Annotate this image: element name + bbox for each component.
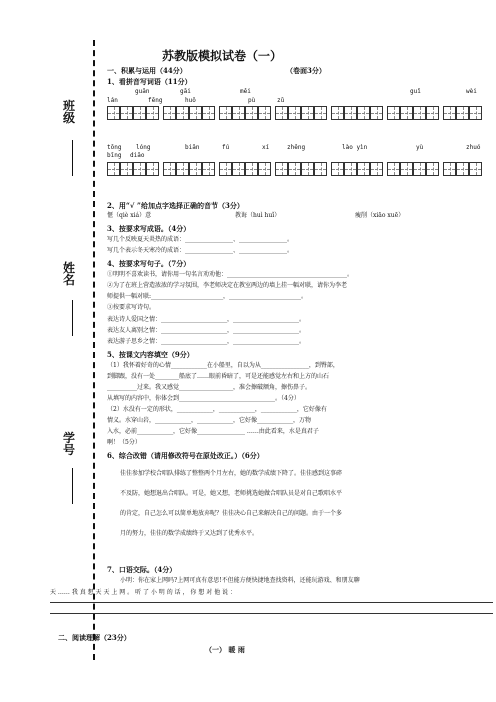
- q5-line: __________过来。我又感觉__________________，准会擦破额角，擦伤鼻子。: [107, 384, 312, 391]
- section-1-note: （卷面3分）: [286, 66, 326, 75]
- q5-heading: 5、按课文内容填空（9分）: [107, 350, 194, 359]
- q4-line: 师提供一幅对联:________________________，________________________。: [107, 293, 308, 300]
- q6-paragraph-line: 月的努力，佳佳的数学成绩终于又达到了优秀水平。: [120, 530, 259, 537]
- pinyin: lán: [107, 97, 118, 104]
- pinyin: huǒ: [185, 97, 196, 104]
- pinyin: lào yìn: [342, 144, 368, 151]
- pinyin: bīng: [107, 152, 122, 159]
- pinyin: gāi: [180, 88, 191, 95]
- q6-paragraph-line: 不及防，她想退出合唱队。可是，她又想，老师挑选她做合唱队员是对自己歌唱水平: [120, 490, 343, 497]
- pinyin: fú: [222, 144, 230, 151]
- q4-line: 表达诗人爱国之情：______________________，______________________。: [107, 316, 306, 323]
- q3-line: 写几个反映夏天炎热的成语：________________、________________。: [107, 236, 294, 243]
- binding-dashed-line: [93, 40, 95, 660]
- section-1-heading: 一、积累与运用（44分）: [107, 66, 187, 75]
- page-title: 苏教版模拟试卷（一）: [162, 49, 283, 63]
- writing-grid-row-1: [107, 106, 482, 120]
- q5-line: 啊！（5分）: [107, 439, 141, 446]
- q2-item: 惬（qiè xiá）意: [107, 212, 152, 219]
- q6-paragraph-line: 佳佳参加学校合唱队排练了整整两个月左右，她的数学成绩下降了。佳佳感到这事碎: [120, 470, 343, 477]
- name-label: 姓名: [62, 261, 75, 287]
- answer-line: [50, 602, 493, 603]
- pinyin: lóng: [136, 144, 151, 151]
- q6-paragraph-line: 的肯定，自己怎么可以简单地放弃呢？佳佳决心自己来解决自己的问题。由于一个多: [120, 510, 343, 517]
- pinyin: wèi: [466, 88, 477, 95]
- q4-line: 表达友人离别之情：______________________，______________________。: [107, 327, 306, 334]
- q4-heading: 4、按要求写句子。（7分）: [107, 259, 191, 268]
- number-label: 学号: [62, 431, 75, 457]
- reading-passage-title: （一） 暖 雨: [205, 645, 245, 654]
- pinyin: yù: [416, 144, 424, 151]
- pinyin: tōng: [107, 144, 122, 151]
- number-blank-line: [72, 468, 73, 504]
- q4-line: 表达游子思乡之情：______________________，______________________。: [107, 338, 306, 345]
- pinyin: guǐ: [410, 88, 421, 95]
- q7-line: 天 …… 我 真 想 天 天 上 网 。 听 了 小 明 的 话 ， 你 想 对 他 说 ：: [50, 589, 236, 596]
- q3-heading: 3、按要求写成语。（4分）: [107, 224, 191, 233]
- q2-item: 瘦削（xiāo xuē）: [355, 212, 405, 219]
- q5-line: 情义。水穿山岩，____________，____________，它好像____________，万物: [107, 417, 312, 424]
- q7-line: 小明：你在家上网吗?上网可真有意思!不但能方便快捷地查找资料，还能玩游戏、和朋友聊: [120, 577, 360, 584]
- pinyin: pù: [248, 97, 256, 104]
- q3-line: 写几个表示冬天寒冷的成语：________________、________________。: [107, 247, 294, 254]
- section-2-heading: 二、阅读理解（23分）: [58, 633, 131, 642]
- name-blank-line: [72, 300, 73, 336]
- pinyin: guān: [135, 88, 150, 95]
- writing-grid-row-2: [107, 162, 482, 176]
- pinyin: fēng: [148, 97, 163, 104]
- pinyin: biān: [185, 144, 200, 151]
- q2-item: 教诲（huì huǐ）: [235, 212, 281, 219]
- q5-line: （1）我怀着好奇的心情____________在小船里，自以为从________________，到臀部，: [107, 362, 339, 369]
- q5-line: 到脚跟，没有一处________船底了……眼前昏暗了，可是还能感觉左右和上方的山石: [107, 373, 330, 380]
- pinyin: zhēng: [287, 144, 306, 151]
- q5-line: 从填写的内容中，你体会到________________________________。（4分）: [107, 395, 300, 402]
- answer-line: [50, 613, 493, 614]
- q5-line: （2）水没有一定的形状，____________，____________，____________，它好像有: [107, 406, 327, 413]
- q4-line: ①明明不喜欢读书，请你用一句名言劝劝他：________________________________________。: [107, 271, 354, 278]
- q4-line: ②为了在班上营造浓浓的学习氛围，李老师决定在教室两边的墙上挂一幅对联，请你为李老: [107, 282, 348, 289]
- q7-heading: 7、口语交际。（4分）: [107, 565, 177, 574]
- class-blank-line: [72, 140, 73, 176]
- q1-heading: 1、看拼音写词语（11分）: [107, 77, 192, 86]
- q6-heading: 6、综合改错（请用修改符号在原处改正。）（6分）: [107, 451, 264, 460]
- pinyin: diāo: [130, 152, 145, 159]
- pinyin: xí: [262, 144, 270, 151]
- q5-line: 入水，必前____________，它好像________________ ……由此看来，水是真君子: [107, 428, 319, 435]
- q2-heading: 2、用“√ ”给加点字选择正确的音节（3分）: [107, 201, 244, 210]
- pinyin: zhuó: [466, 144, 481, 151]
- pinyin: zǔ: [277, 97, 285, 104]
- q4-line: ③按要求写诗句。: [107, 304, 156, 311]
- class-label: 班级: [62, 99, 75, 125]
- pinyin: měi: [240, 88, 251, 95]
